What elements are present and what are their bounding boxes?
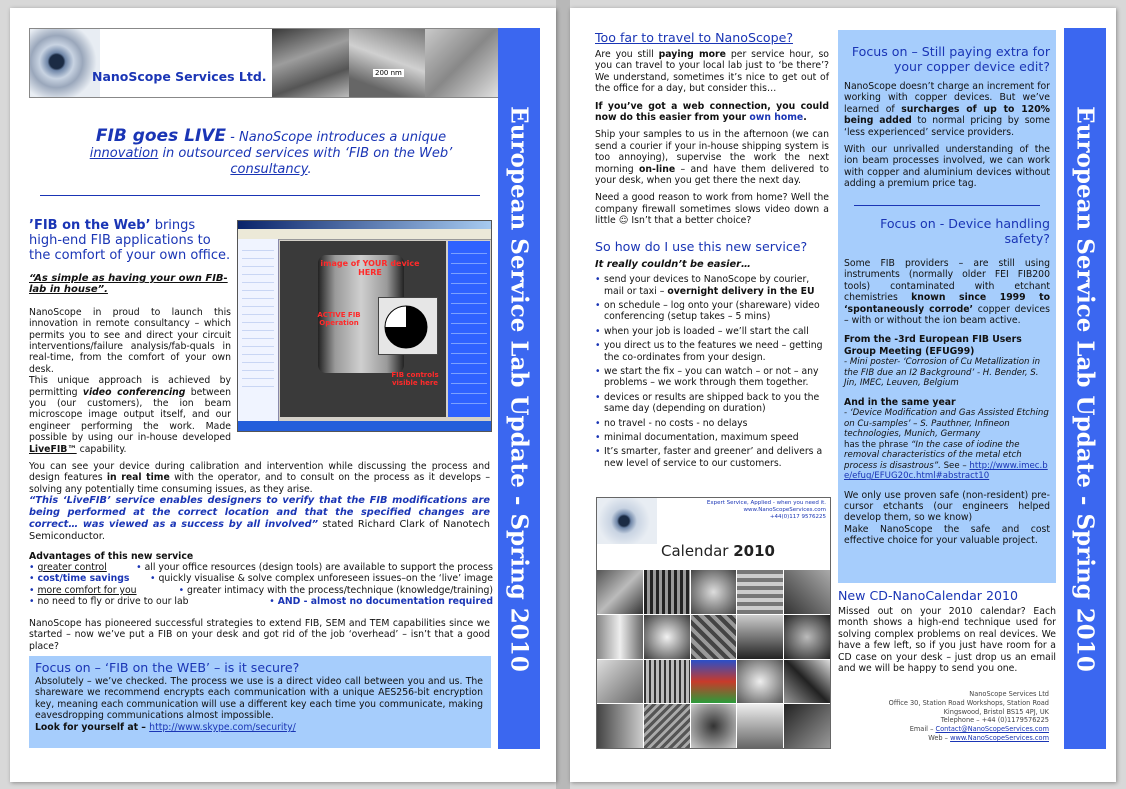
sem-image-2	[349, 29, 425, 97]
safety-p1	[844, 258, 1050, 326]
travel-title: Too far to travel to NanoScope?	[595, 30, 793, 45]
address-line-3: Kingswood, Bristol BS15 4PJ, UK	[943, 707, 1049, 716]
calendar-tag3: +44(0)117 9576225	[769, 514, 826, 520]
travel-p4: Need a good reason to work from home? Well the company firewall sometimes slows video down a little ☺ Isn’t that a better choice?	[595, 192, 829, 227]
travel-p1-a: Are you still	[595, 49, 659, 60]
safety-p1-a: Some FIB providers – are still using instruments (normally older FEI FIB200 tools) contaminated with etchant chemistries	[844, 258, 1050, 304]
newsletter-page-2	[570, 8, 1116, 782]
calendar-title-text: Calendar	[661, 542, 729, 560]
address-line-4: Telephone – +44 (0)1179576225	[940, 716, 1049, 725]
eye-logo-image	[30, 29, 100, 97]
intro-heading	[29, 218, 231, 263]
sem-image-3	[425, 29, 498, 97]
address-web	[838, 734, 1049, 743]
pie-progress-icon	[379, 298, 437, 354]
intro-heading-rest: brings high-end FIB applications to the comfort of your own office.	[29, 218, 231, 263]
body-paragraph-4: NanoScope has pioneered successful strategies to extend FIB, SEM and TEM capabilities since we started – now we’ve put a FIB on your desk and got rid of the job ‘overhead’ – isn’t that a good place?	[29, 618, 490, 652]
newsletter-page-1	[10, 8, 556, 782]
progress-dialog	[378, 297, 438, 355]
advantages-list	[29, 562, 493, 608]
column-left	[595, 30, 829, 472]
page-gutter	[556, 0, 570, 789]
travel-p2-text: If you’ve got a web connection, you could now do this easier from your	[595, 100, 829, 124]
fib-software-screenshot	[237, 220, 492, 432]
copper-p1-c: to normal pricing by some ‘less experienced’ service providers.	[844, 115, 1050, 138]
advantage-8: AND - almost no documentation required	[277, 596, 493, 608]
scale-bar-label: 200 nm	[375, 69, 402, 77]
advantages-title: Advantages of this new service	[29, 551, 194, 562]
intro-paragraph-1: NanoScope in proud to launch this innovation in remote consultancy – which permits you to see and direct your circuit interventions/failure analysis/fab-quals in real-time, from the comfort of your own desk.	[29, 306, 231, 375]
box-divider	[854, 205, 1040, 206]
address-web-label: Web –	[928, 733, 951, 742]
address-line-2: Office 30, Station Road Workshops, Station Road	[888, 698, 1049, 707]
calendar-image-grid	[597, 570, 830, 748]
advantages-row-2: • cost/time savings • quickly visualise & solve complex unforeseen issues–on the ‘live’ image	[29, 573, 493, 585]
safety-h1: From the -3rd European FIB Users Group Meeting (EFUG99)	[844, 334, 1022, 357]
intro-p2-e: capability.	[76, 443, 127, 455]
calendar-year: 2010	[733, 542, 775, 560]
intro-p2-b: video conferencing	[82, 386, 186, 398]
travel-p3-a: Ship your samples to us in the afternoon (we can send a courier if your in-house shipping system is too annoying), supervise the work the next morning	[595, 129, 829, 175]
headline-underlined: innovation	[89, 146, 159, 161]
howto-item-2: • on schedule – log onto your (shareware) video conferencing (setup takes – 5 mins)	[595, 300, 829, 323]
secure-text: Absolutely – we’ve checked. The process we use is a direct video call between you and us. The shareware we recommend encrypts each communication with a unique AES256-bit encryption key, meaning each communication will use a different key each time you communicate, making eavesdropping communications almost impossible.	[35, 676, 483, 722]
address-email-label: Email –	[909, 725, 936, 734]
travel-p1	[595, 49, 829, 95]
taskbar	[238, 421, 491, 431]
travel-p2-end: .	[803, 112, 807, 124]
howto-subtitle: It really couldn’t be easier…	[595, 258, 751, 270]
travel-p1-b: paying more	[658, 49, 726, 60]
testimonial-quote: “This ‘LiveFIB’ service enables designers to verify that the FIB modifications are being performed at the correct location and that the specified changes are correct… was viewed as a success by all involved”	[29, 495, 490, 530]
travel-p2	[595, 101, 829, 124]
copper-title: Focus on – Still paying extra for your copper device edit?	[851, 44, 1050, 74]
advantage-1: greater control	[37, 562, 107, 573]
howto-item-7: • no travel - no costs - no delays	[595, 418, 829, 429]
howto-title: So how do I use this new service?	[595, 238, 808, 254]
window-titlebar	[238, 221, 491, 229]
calnew-text: Missed out on your 2010 calendar? Each month shows a high-end technique used for solving complex problems on real devices. We have a few left, so if you just have room for a CD case on your desk – just drop us an email and we will be happy to send you one.	[838, 606, 1056, 675]
body-p3-a: You can see your device during calibration and intervention while discussing the process and design features	[29, 461, 490, 484]
address-email-link[interactable]: Contact@NanoScopeServices.com	[935, 725, 1049, 734]
copper-p1	[844, 81, 1050, 138]
intro-heading-bold: ’FIB on the Web’	[29, 218, 151, 233]
copper-safety-box	[838, 30, 1056, 583]
advantage-3: cost/time savings	[37, 573, 130, 585]
intro-paragraph-2	[29, 375, 231, 455]
intro-p2-c: between you (our customers), the ion beam microscope image output itself, and our engineer performing the work. Made possible by using our in-house developed	[29, 386, 231, 444]
safety-h2: And in the same year	[844, 396, 956, 408]
safety-p1-c: copper devices – with or without the ion beam active.	[844, 303, 1050, 327]
howto-list	[595, 274, 829, 469]
testimonial-attribution: stated Richard Clark of Nanotech Semiconductor.	[29, 519, 490, 542]
advantages-row-3: • more comfort for you • greater intimacy with the process/technique (knowledge/training)	[29, 584, 493, 596]
secure-link[interactable]: http://www.skype.com/security/	[149, 722, 296, 733]
advantage-5: more comfort for you	[37, 584, 137, 596]
calendar-cover	[596, 497, 831, 749]
advantages-row-1: • greater control • all your office resources (design tools) are available to support the process	[29, 562, 493, 573]
body-paragraph-3	[29, 461, 490, 495]
headline	[65, 128, 477, 178]
address-block	[838, 690, 1049, 743]
safety-i1: - Mini poster- ‘Corrosion of Cu Metallization in the FIB due an I2 Background’ - H. Bender, S. Jin, IMEC, Leuven, Belgium	[844, 357, 1041, 389]
headline-dash: -	[226, 130, 240, 145]
copper-p1-b: surcharges of up to 120% being added	[844, 103, 1050, 127]
right-control-panel	[448, 241, 490, 417]
safety-see: See –	[940, 460, 970, 471]
body-p3-b: in real time	[106, 472, 170, 484]
advantage-6: greater intimacy with the process/technique (knowledge/training)	[187, 584, 493, 596]
safety-has: has the phrase	[844, 439, 911, 450]
headline-end: .	[307, 162, 312, 177]
calendar-title	[661, 542, 775, 560]
left-panel	[238, 239, 279, 431]
headline-divider	[40, 195, 480, 196]
side-title-2: European Service Lab Update - Spring 2010	[1071, 105, 1099, 672]
side-title-strip-2	[1064, 28, 1106, 749]
company-name: NanoScope Services Ltd.	[92, 69, 267, 84]
howto-item-3: • when your job is loaded – we’ll start the call	[595, 326, 829, 337]
copper-p1-a: NanoScope doesn’t charge an increment for working with copper devices. But we’ve learned of	[844, 81, 1050, 115]
intro-p2-a: This unique approach is achieved by permitting	[29, 375, 231, 398]
howto-item-5: • we start the fix – you can watch – or not – any problems – we work through them together.	[595, 366, 829, 389]
address-line-1: NanoScope Services Ltd	[969, 690, 1049, 698]
address-web-link[interactable]: www.NanoScopeServices.com	[950, 733, 1049, 742]
copper-p2: With our unrivalled understanding of the ion beam processes involved, we can work with copper and aluminium devices without adding a premium price tag.	[844, 144, 1050, 190]
howto-item-4: • you direct us to the features we need – getting the co-ordinates from your design.	[595, 340, 829, 363]
advantage-4: quickly visualise & solve complex unforeseen issues–on the ‘live’ image	[158, 573, 493, 585]
calendar-header-bar	[657, 500, 830, 534]
advantage-7: no need to fly or drive to our lab	[37, 596, 189, 608]
howto-item-9: • It’s smarter, faster and greener’ and delivers a new level of service to our customers.	[595, 446, 829, 469]
secure-title: Focus on – ‘FIB on the WEB’ – is it secure?	[35, 660, 300, 675]
secure-look-label: Look for yourself at –	[35, 722, 150, 733]
side-title-strip	[498, 28, 540, 749]
headline-rest2: in outsourced services with ‘FIB on the Web’	[158, 146, 453, 161]
howto-item-6: • devices or results are shipped back to you the same day (depending on duration)	[595, 392, 829, 415]
safety-p1-b: known since 1999 to ‘spontaneously corrode’	[844, 292, 1050, 315]
headline-underlined2: consultancy	[230, 162, 308, 177]
travel-p3-b: on-line	[639, 163, 676, 175]
safety-p3: Make NanoScope the safe and cost effective choice for your valuable project.	[844, 523, 1050, 547]
travel-p1-c: per service hour, so you can travel to your local lab just to ‘be there’? We understand, sometimes it’s nice to get out of the office for a day, but consider this…	[595, 49, 829, 95]
howto-item-1-text: send your devices to NanoScope by courier, mail or taxi –	[604, 274, 810, 297]
safety-i2: - ‘Device Modification and Gas Assisted Etching on Cu-samples’ – S. Pauthner, Infineon technologies, Munich, Germany	[844, 408, 1049, 440]
travel-p3	[595, 129, 829, 186]
side-title: European Service Lab Update - Spring 2010	[505, 105, 533, 672]
secure-look	[35, 722, 296, 733]
howto-item-8: • minimal documentation, maximum speed	[595, 432, 829, 443]
address-email	[838, 725, 1049, 734]
calendar-tag1: Expert Service, Applied - when you need it.	[706, 500, 826, 506]
body-p3-c: with the operator, and to consult on the process as it develops – solving any potentially time consuming issues, as they arise.	[29, 472, 490, 495]
fib-label-3: FIB controls visible here	[391, 371, 439, 387]
advantage-2: all your office resources (design tools) are available to support the process	[144, 562, 493, 573]
intro-column	[29, 218, 231, 455]
howto-item-1	[595, 274, 829, 297]
fib-label-1: image of YOUR device HERE	[320, 259, 420, 277]
sem-image-1	[272, 29, 349, 97]
travel-own-home: own home	[749, 112, 804, 124]
howto-item-1-bold: overnight delivery in the EU	[667, 285, 815, 297]
logo-banner	[29, 28, 499, 98]
safety-p2: We only use proven safe (non-resident) pre-cursor etchants (our engineers helped develop them, so we know)	[844, 489, 1050, 524]
safety-i3: “In the case of iodine the removal characteristics of the metal etch process is disastrous”.	[844, 439, 1022, 471]
new-calendar-section	[838, 588, 1056, 674]
travel-p3-c: – and have them delivered to your desk, when you get there the next day.	[595, 163, 829, 187]
intro-p2-d: LiveFIB™	[29, 443, 77, 455]
secure-box	[29, 656, 491, 748]
calnew-title: New CD-NanoCalendar 2010	[838, 588, 1019, 603]
efug-link[interactable]: http://www.imec.be/efug/EFUG20c.html#abstract10	[844, 460, 1048, 482]
fib-label-2: ACTIVE FIB Operation	[317, 311, 361, 327]
testimonial	[29, 495, 490, 543]
safety-title: Focus on - Device handling safety?	[880, 216, 1050, 246]
safety-content	[844, 258, 1050, 547]
headline-big: FIB goes LIVE	[95, 126, 227, 146]
headline-rest: NanoScope introduces a unique	[239, 130, 447, 145]
calendar-tag2: www.NanoScopeServices.com	[743, 507, 826, 513]
calendar-eye-image	[597, 498, 657, 544]
advantages-row-4: • no need to fly or drive to our lab • AND - almost no documentation required	[29, 596, 493, 608]
intro-quote: “As simple as having your own FIB-lab in house”.	[29, 273, 228, 296]
safety-phrase	[844, 440, 1050, 482]
